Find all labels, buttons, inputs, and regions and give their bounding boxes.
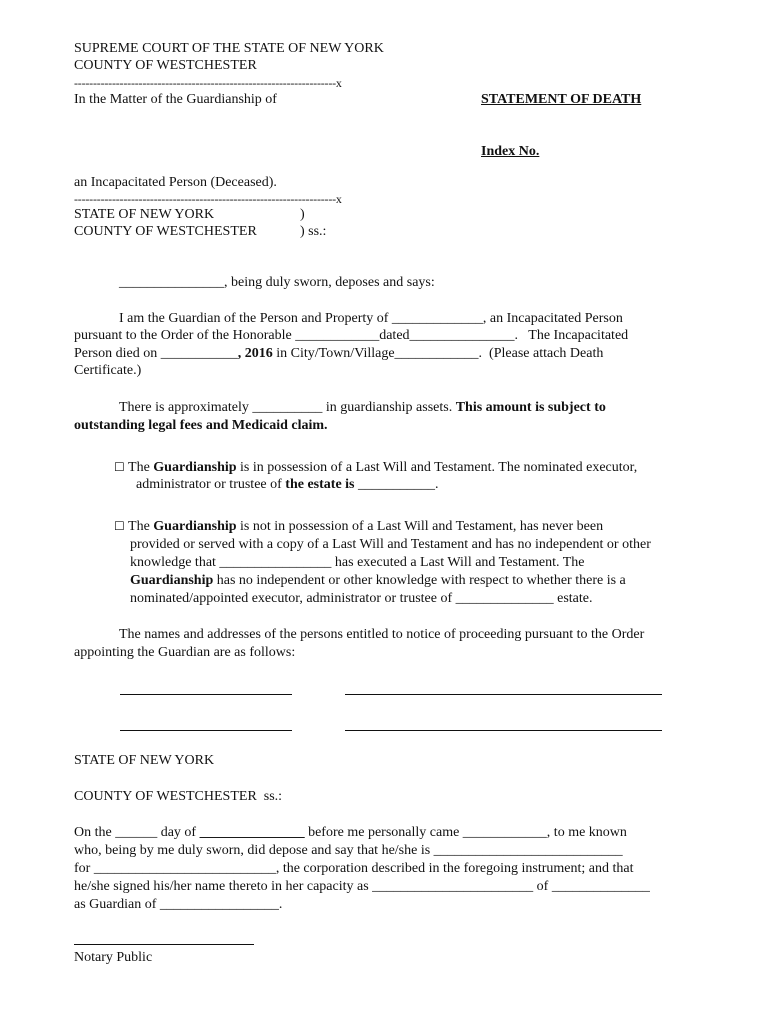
ack-came-text: before me personally came ____________, to me known <box>304 825 627 840</box>
assets-paragraph-line-1 <box>119 399 606 417</box>
option-1-l2a: administrator or trustee of <box>136 477 286 492</box>
sworn-statement: _______________, being duly sworn, deposes and says: <box>119 275 435 290</box>
option-2-guardianship-2: Guardianship <box>130 573 214 588</box>
notice-name-blank-2[interactable] <box>120 730 292 731</box>
guardian-paragraph-line-1: I am the Guardian of the Person and Property of _____________, an Incapacitated Person <box>119 311 623 326</box>
will-not-in-possession-line-2: provided or served with a copy of a Last Will and Testament and has no independent or other <box>130 537 651 552</box>
venue-ss: ) ss.: <box>300 224 327 239</box>
acknowledgment-state: STATE OF NEW YORK <box>74 753 215 768</box>
will-not-in-possession-line-5: nominated/appointed executor, administrator or trustee of ______________ estate. <box>130 591 593 606</box>
index-number-label: Index No. <box>481 144 540 159</box>
assets-text: There is approximately __________ in guardianship assets. <box>119 400 456 415</box>
option-2-text-a: The <box>124 519 154 534</box>
matter-caption: In the Matter of the Guardianship of <box>74 92 277 107</box>
caption-divider: ---------------------------------------------------------------------x <box>74 76 342 90</box>
notice-address-blank-2[interactable] <box>345 730 662 731</box>
court-name: SUPREME COURT OF THE STATE OF NEW YORK <box>74 41 384 56</box>
notary-public-label: Notary Public <box>74 950 153 965</box>
option-1-l2c: ___________. <box>354 477 439 492</box>
assets-paragraph-line-2: outstanding legal fees and Medicaid claim. <box>74 418 328 433</box>
acknowledgment-line-4: he/she signed his/her name thereto in her capacity as _______________________ of ______________ <box>74 879 650 894</box>
will-not-in-possession-option <box>114 517 603 536</box>
option-2-text-c: is not in possession of a Last Will and Testament, has never been <box>236 519 604 534</box>
incapacitated-person-caption: an Incapacitated Person (Deceased). <box>74 175 277 190</box>
option-1-estate: the estate is <box>285 477 355 492</box>
venue-paren: ) <box>300 207 305 222</box>
will-not-in-possession-line-4 <box>130 572 626 590</box>
acknowledgment-line-5: as Guardian of _________________. <box>74 897 283 912</box>
will-in-possession-option <box>114 458 637 477</box>
assets-warning: This amount is subject to <box>455 400 606 415</box>
acknowledgment-line-2: who, being by me duly sworn, did depose and say that he/she is ___________________________ <box>74 843 623 858</box>
notice-paragraph-line-1: The names and addresses of the persons entitled to notice of proceeding pursuant to the Order <box>119 627 645 642</box>
document-title: STATEMENT OF DEATH <box>481 92 642 107</box>
caption-divider-2: ---------------------------------------------------------------------x <box>74 192 342 206</box>
place-of-death-text: in City/Town/Village____________. (Please attach Death <box>272 346 604 361</box>
guardian-paragraph-line-4: Certificate.) <box>74 363 142 378</box>
will-in-possession-line-2 <box>136 476 439 494</box>
notice-address-blank-1[interactable] <box>345 694 662 695</box>
venue-state: STATE OF NEW YORK <box>74 207 215 222</box>
venue-county: COUNTY OF WESTCHESTER <box>74 224 257 239</box>
court-county: COUNTY OF WESTCHESTER <box>74 58 257 73</box>
will-not-in-possession-line-3: knowledge that ________________ has executed a Last Will and Testament. The <box>130 555 585 570</box>
ack-month-blank: _______________ <box>199 825 305 840</box>
notice-name-blank-1[interactable] <box>120 694 292 695</box>
option-1-guardianship: Guardianship <box>153 460 237 475</box>
option-1-text-a: The <box>124 460 154 475</box>
option-1-text-c: is in possession of a Last Will and Testament. The nominated executor, <box>236 460 638 475</box>
notary-signature-line[interactable] <box>74 944 254 945</box>
acknowledgment-line-3: for __________________________, the corporation described in the foregoing instrument; and that <box>74 861 634 876</box>
option-2-l4b: has no independent or other knowledge with respect to whether there is a <box>213 573 626 588</box>
option-2-guardianship: Guardianship <box>153 519 237 534</box>
year-text: , 2016 <box>237 346 273 361</box>
date-of-death-blank: Person died on ___________ <box>74 346 238 361</box>
checkbox-icon[interactable]: ☐ <box>114 519 125 533</box>
guardian-paragraph-line-3 <box>74 345 603 363</box>
checkbox-icon[interactable]: ☐ <box>114 460 125 474</box>
notice-paragraph-line-2: appointing the Guardian are as follows: <box>74 645 296 660</box>
acknowledgment-line-1 <box>74 824 627 842</box>
acknowledgment-county: COUNTY OF WESTCHESTER ss.: <box>74 789 283 804</box>
ack-day-text: On the ______ day of <box>74 825 200 840</box>
guardian-paragraph-line-2: pursuant to the Order of the Honorable ____________dated_______________. The Incapacitated <box>74 328 629 343</box>
